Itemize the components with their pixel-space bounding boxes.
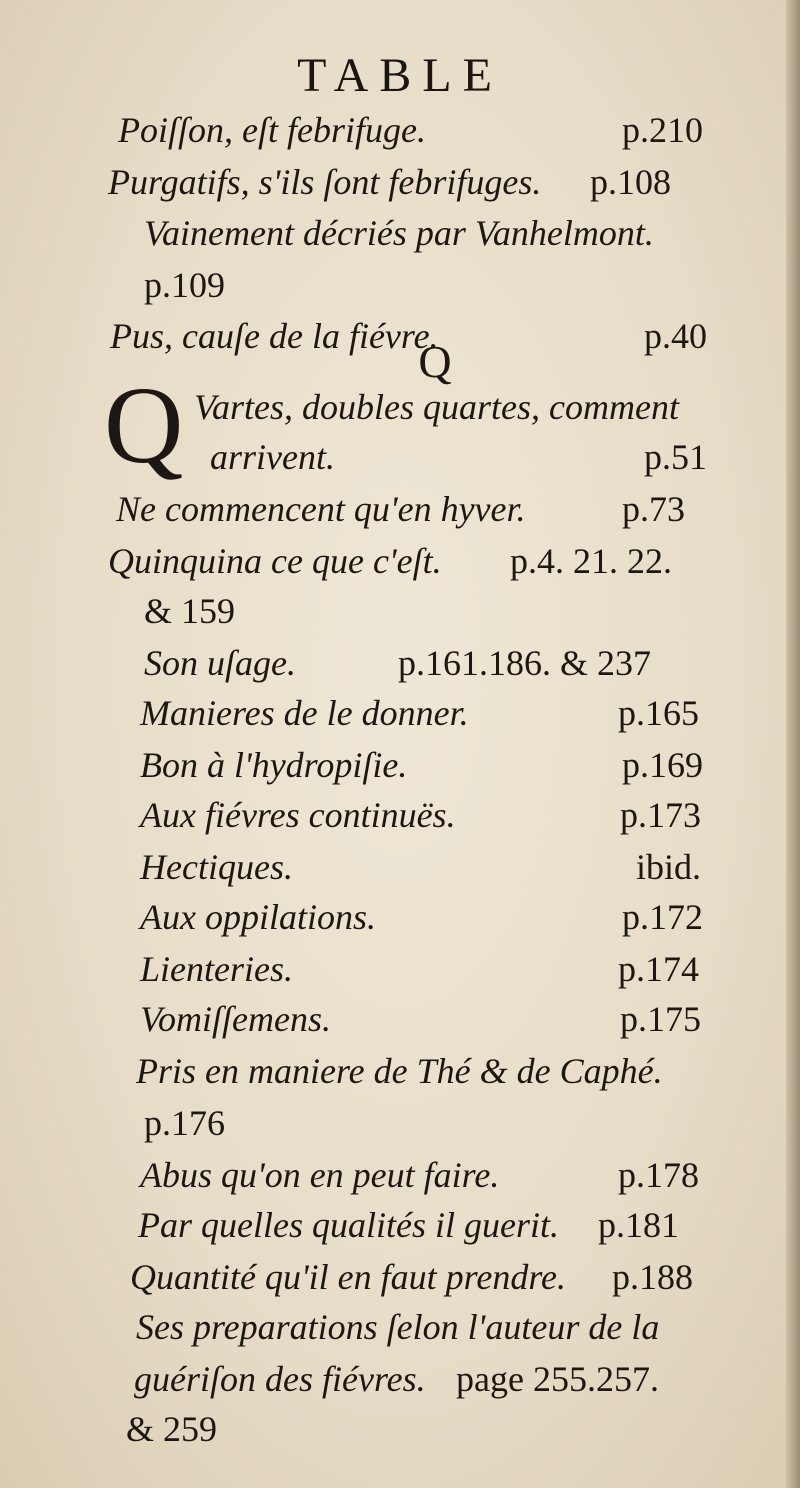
entry-term: Pus, cauſe de la fiévre. (110, 316, 439, 356)
entry-page-ref: p.175 (620, 999, 701, 1039)
entry-term: Quantité qu'il en faut prendre. (130, 1257, 566, 1297)
entry-term: Manieres de le donner. (140, 693, 469, 733)
index-entry (0, 432, 800, 482)
entry-page-ref: p.51 (644, 437, 707, 477)
entry-page-ref: p.161.186. & 237 (398, 643, 652, 683)
entry-page-ref: & 259 (126, 1409, 218, 1449)
entry-page-ref: p.169 (622, 745, 703, 785)
entry-page-ref: p.40 (644, 316, 707, 356)
entry-term: Pris en maniere de Thé & de Caphé. (136, 1051, 663, 1091)
entry-page-ref: p.210 (622, 110, 703, 150)
entry-term: Abus qu'on en peut faire. (140, 1155, 500, 1195)
entry-term: Ses preparations ſelon l'auteur de la (136, 1307, 660, 1347)
index-entry (0, 842, 800, 892)
entry-term: Son uſage. (144, 643, 296, 683)
index-entry (0, 1404, 800, 1454)
entry-term: Aux fiévres continuës. (140, 795, 456, 835)
index-entry (0, 157, 800, 207)
entry-page-ref: p.108 (590, 162, 671, 202)
entry-term: guériſon des fiévres. (134, 1359, 426, 1399)
entry-term: Par quelles qualités il guerit. (138, 1205, 559, 1245)
entry-page-ref: p.73 (622, 489, 685, 529)
index-entry (0, 1098, 800, 1148)
drop-cap: Q (104, 364, 184, 486)
entry-term: Vainement décriés par Vanhelmont. (144, 213, 654, 253)
section-letter: Q (418, 336, 452, 387)
entry-page-ref: p.176 (144, 1103, 225, 1143)
index-entry (0, 688, 800, 738)
index-entry (0, 892, 800, 942)
entry-term: Vartes, doubles quartes, comment (194, 387, 679, 427)
index-entry (0, 790, 800, 840)
index-entry (0, 260, 800, 310)
index-entry (0, 536, 800, 586)
entry-term: Vomiſſemens. (140, 999, 331, 1039)
entry-term: Purgatifs, s'ils ſont febrifuges. (108, 162, 542, 202)
entry-term: Hectiques. (140, 847, 293, 887)
running-head: TABLE (297, 49, 503, 102)
entry-page-ref: p.165 (618, 693, 699, 733)
index-entry (0, 1200, 800, 1250)
entry-term: Ne commencent qu'en hyver. (116, 489, 526, 529)
index-entry (0, 1046, 800, 1096)
index-entry (0, 994, 800, 1044)
index-entry (0, 382, 800, 432)
entry-page-ref: p.172 (622, 897, 703, 937)
entry-page-ref: p.109 (144, 265, 225, 305)
entry-page-ref: p.174 (618, 949, 699, 989)
entry-term: Poiſſon, eſt febrifuge. (118, 110, 426, 150)
entry-page-ref: p.4. 21. 22. (510, 541, 672, 581)
entry-term: Quinquina ce que c'eſt. (108, 541, 442, 581)
index-entry (0, 1252, 800, 1302)
entry-page-ref: p.178 (618, 1155, 699, 1195)
entry-page-ref: page 255.257. (456, 1359, 659, 1399)
index-entry (0, 484, 800, 534)
entry-page-ref: p.173 (620, 795, 701, 835)
index-entry (0, 586, 800, 636)
index-entry (0, 208, 800, 258)
index-entry (0, 944, 800, 994)
index-entry (0, 638, 800, 688)
entry-page-ref: p.181 (598, 1205, 679, 1245)
entry-page-ref: p.188 (612, 1257, 693, 1297)
entry-page-ref: & 159 (144, 591, 236, 631)
entry-term: Aux oppilations. (140, 897, 376, 937)
entry-term: arrivent. (210, 437, 335, 477)
index-entry (0, 1302, 800, 1352)
entry-page-ref: ibid. (636, 847, 702, 887)
index-entry (0, 740, 800, 790)
index-entry (0, 1150, 800, 1200)
entry-term: Bon à l'hydropiſie. (140, 745, 408, 785)
entry-term: Lienteries. (140, 949, 293, 989)
index-entry (0, 105, 800, 155)
index-entry (0, 1354, 800, 1404)
